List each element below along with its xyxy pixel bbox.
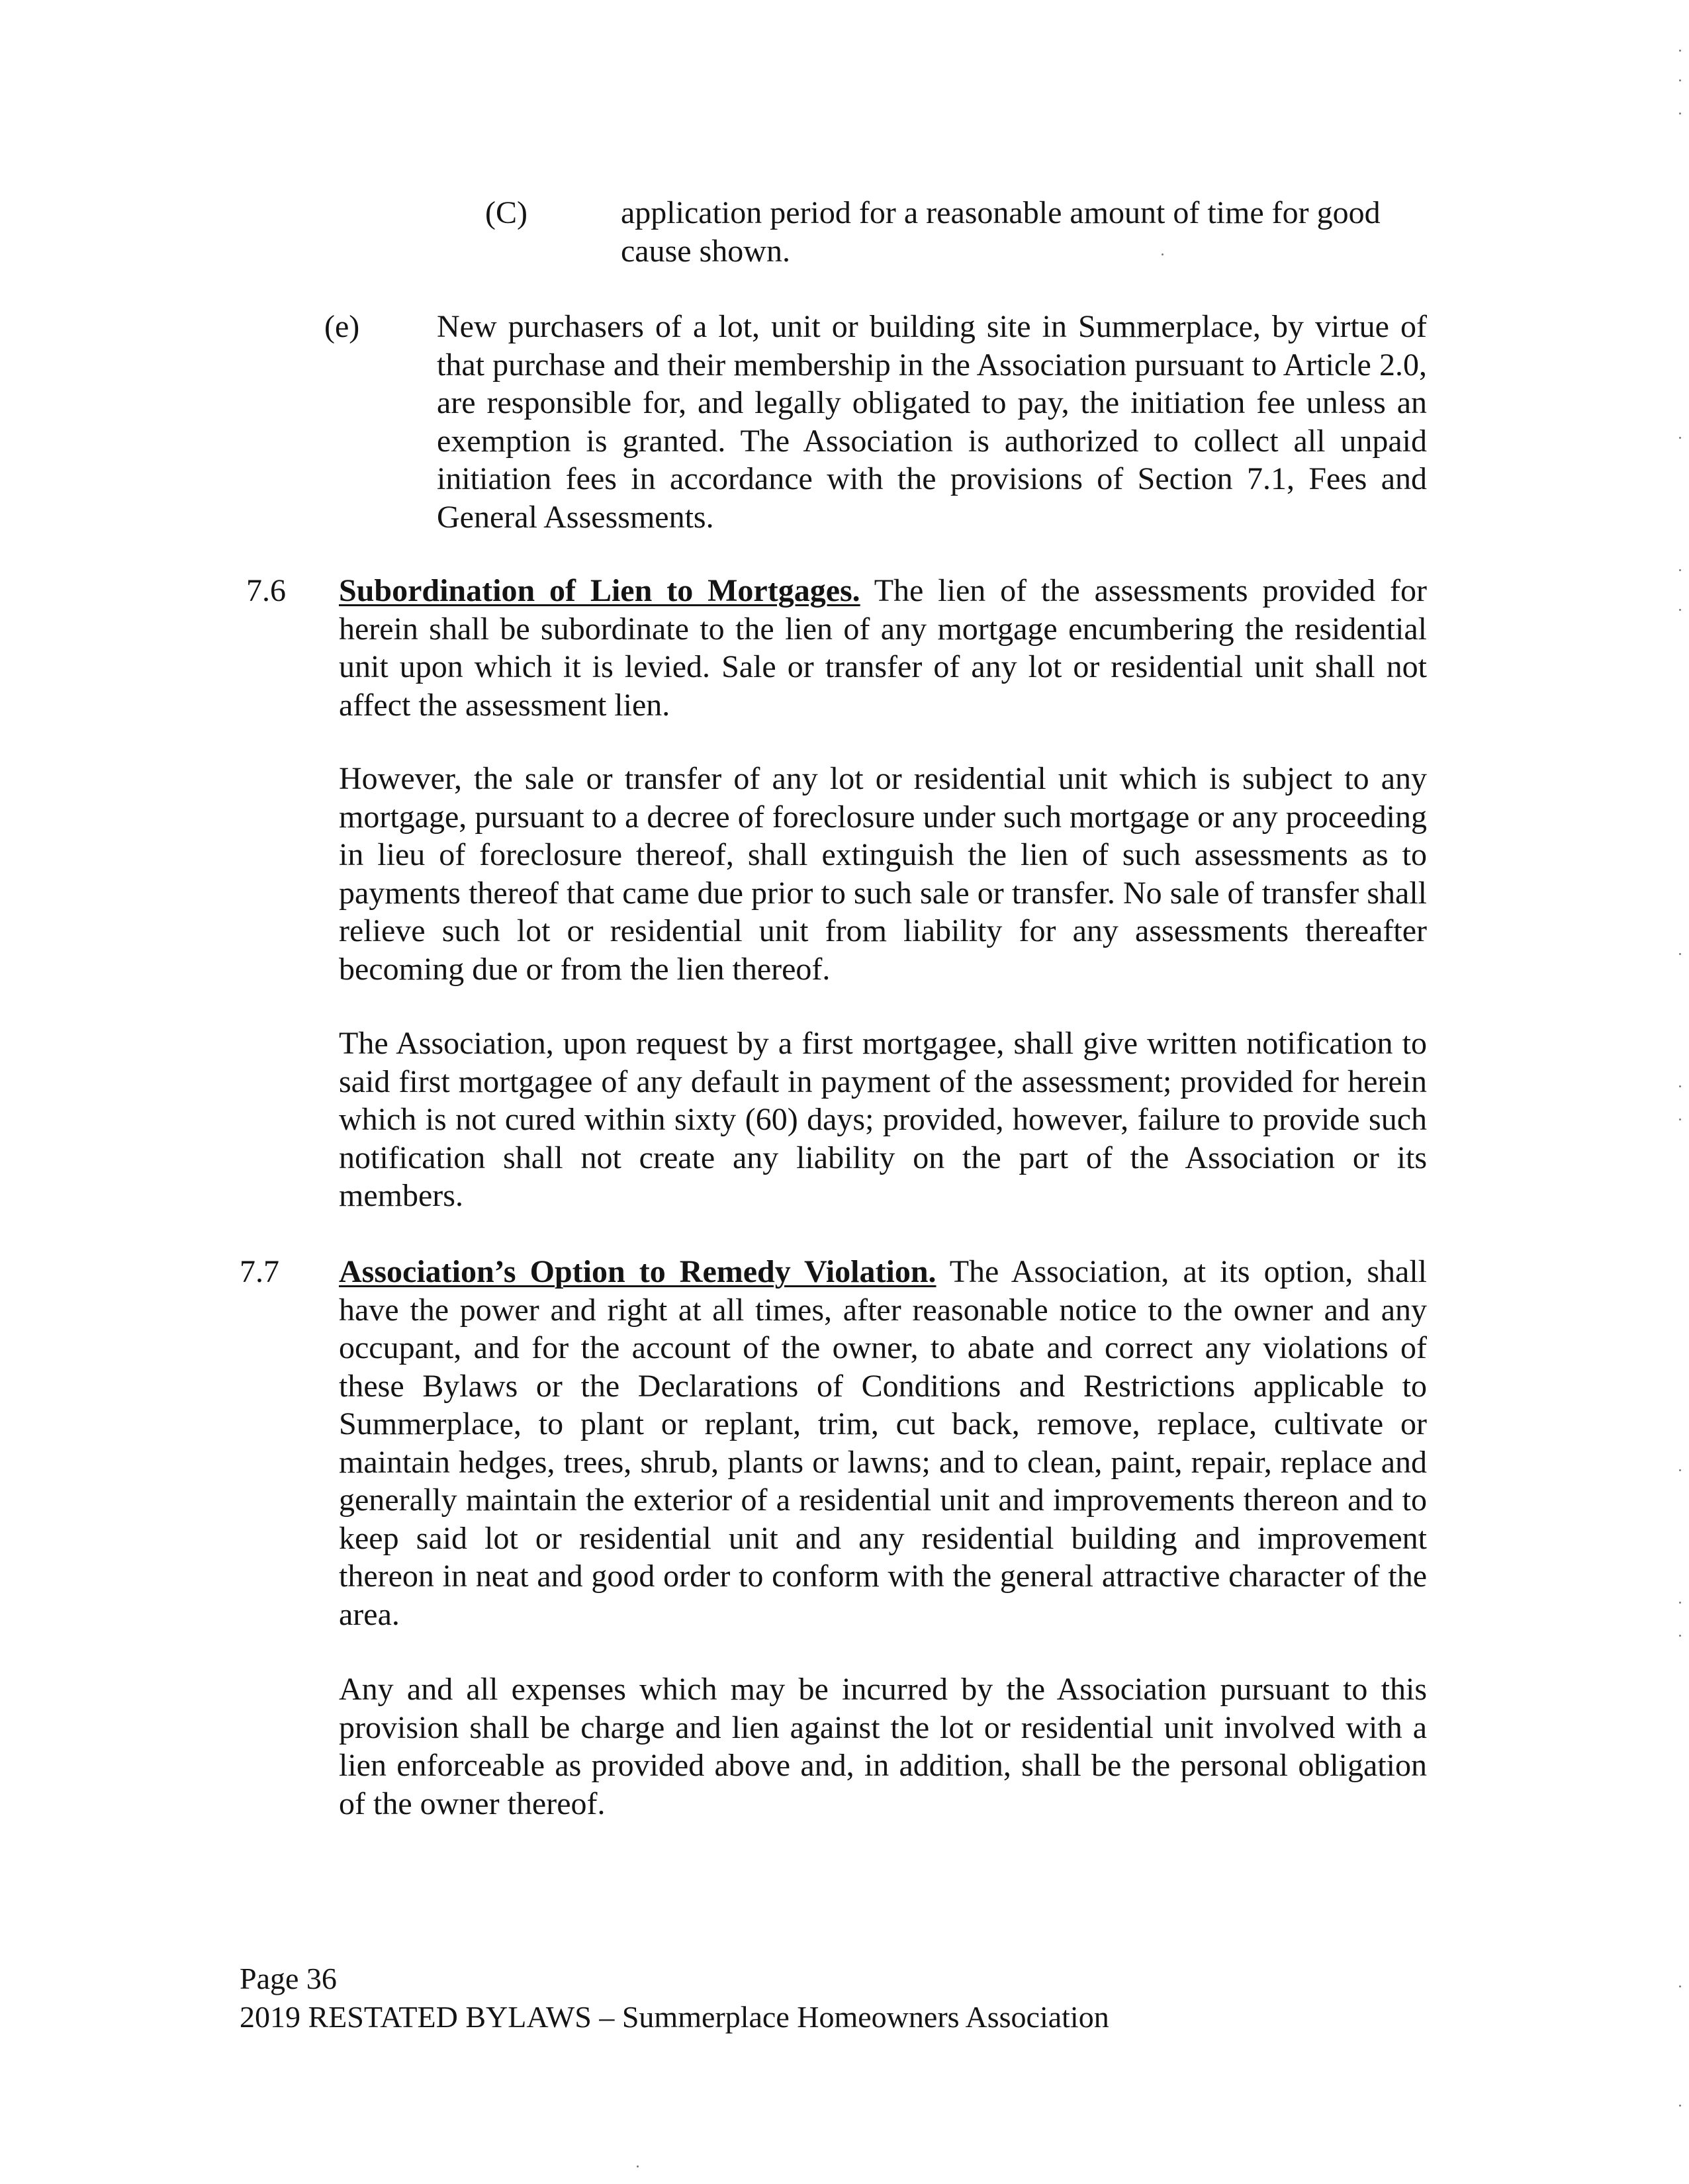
section-7-7-paragraph-2: Any and all expenses which may be incurred by the Association pursuant to this provision shall be charge and lien against the lot or residential unit involved with a lien enforceable as provided above and, in addition, shall be the personal obligation of the owner thereof.	[339, 1672, 1427, 1821]
scan-speck	[1679, 1635, 1681, 1637]
section-7-6-text: The lien of the assessments provided for herein shall be subordinate to the lien of any mortgage encumbering the residential unit upon which it is levied. Sale or transfer of any lot or residential unit shall not affect the assessment lien.	[339, 573, 1428, 723]
section-7-7-text: The Association, at its option, shall have the power and right at all times, after reasonable notice to the owner and any occupant, and for the account of the owner, to abate and correct any violations of these Bylaws or the Declarations of Conditions and Restrictions applicable to Summerplace, to plant or replant, trim, cut back, remove, replace, cultivate or maintain hedges, trees, shrub, plants or lawns; and to clean, paint, repair, replace and generally maintain the exterior of a residential unit and improvements thereon and to keep said lot or residential unit and any residential building and improvement thereon in neat and good order to conform with the general attractive character of the area.	[339, 1254, 1428, 1632]
scan-speck	[1679, 569, 1681, 571]
scan-speck	[1162, 253, 1164, 255]
footer-page-number: Page 36	[240, 1962, 337, 1995]
section-7-6-paragraph-1	[339, 572, 1427, 724]
section-7-6-paragraph-2: However, the sale or transfer of any lot or residential unit which is subject to any mortgage, pursuant to a decree of foreclosure under such mortgage or any proceeding in lieu of foreclosure thereof, shall extinguish the lien of such assessments as to payments thereof that came due prior to such sale or transfer. No sale of transfer shall relieve such lot or residential unit from liability for any assessments thereafter becoming due or from the lien thereof.	[339, 761, 1427, 987]
section-7-6-number: 7.6	[246, 573, 286, 608]
scan-speck	[637, 2165, 639, 2167]
item-e-label: (e)	[324, 309, 360, 344]
scan-speck	[1679, 2105, 1681, 2107]
sub-item-c-text: application period for a reasonable amount of time for good cause shown.	[621, 195, 1381, 269]
scan-speck	[1679, 1085, 1681, 1087]
scan-speck	[1679, 1985, 1681, 1987]
scan-speck	[1679, 953, 1681, 955]
sub-item-c-label: (C)	[485, 195, 527, 230]
scan-speck	[1679, 609, 1681, 611]
scan-speck	[1679, 1118, 1681, 1120]
scan-speck	[1679, 79, 1681, 81]
scan-speck	[1679, 113, 1681, 114]
section-7-6-paragraph-3: The Association, upon request by a first mortgagee, shall give written notification to said first mortgagee of any default in payment of the assessment; provided for herein which is not cured within sixty (60) days; provided, however, failure to provide such notification shall not create any liability on the part of the Association or its members.	[339, 1026, 1427, 1213]
section-7-7-paragraph-1	[339, 1253, 1427, 1633]
scan-speck	[1679, 437, 1681, 439]
scan-speck	[1679, 1469, 1681, 1471]
footer-document-title: 2019 RESTATED BYLAWS – Summerplace Homeowners Association	[240, 2000, 1109, 2034]
section-7-7-heading: Association’s Option to Remedy Violation.	[339, 1254, 936, 1289]
item-e-text: New purchasers of a lot, unit or building site in Summerplace, by virtue of that purchase and their membership in the Association pursuant to Article 2.0, are responsible for, and legally obligated to pay, the initiation fee unless an exemption is granted. The Association is authorized to collect all unpaid initiation fees in accordance with the provisions of Section 7.1, Fees and General Assessments.	[437, 309, 1427, 535]
scan-speck	[1679, 50, 1681, 52]
section-7-7-number: 7.7	[240, 1254, 279, 1289]
scan-speck	[1679, 1602, 1681, 1604]
section-7-6-heading: Subordination of Lien to Mortgages.	[339, 573, 860, 608]
